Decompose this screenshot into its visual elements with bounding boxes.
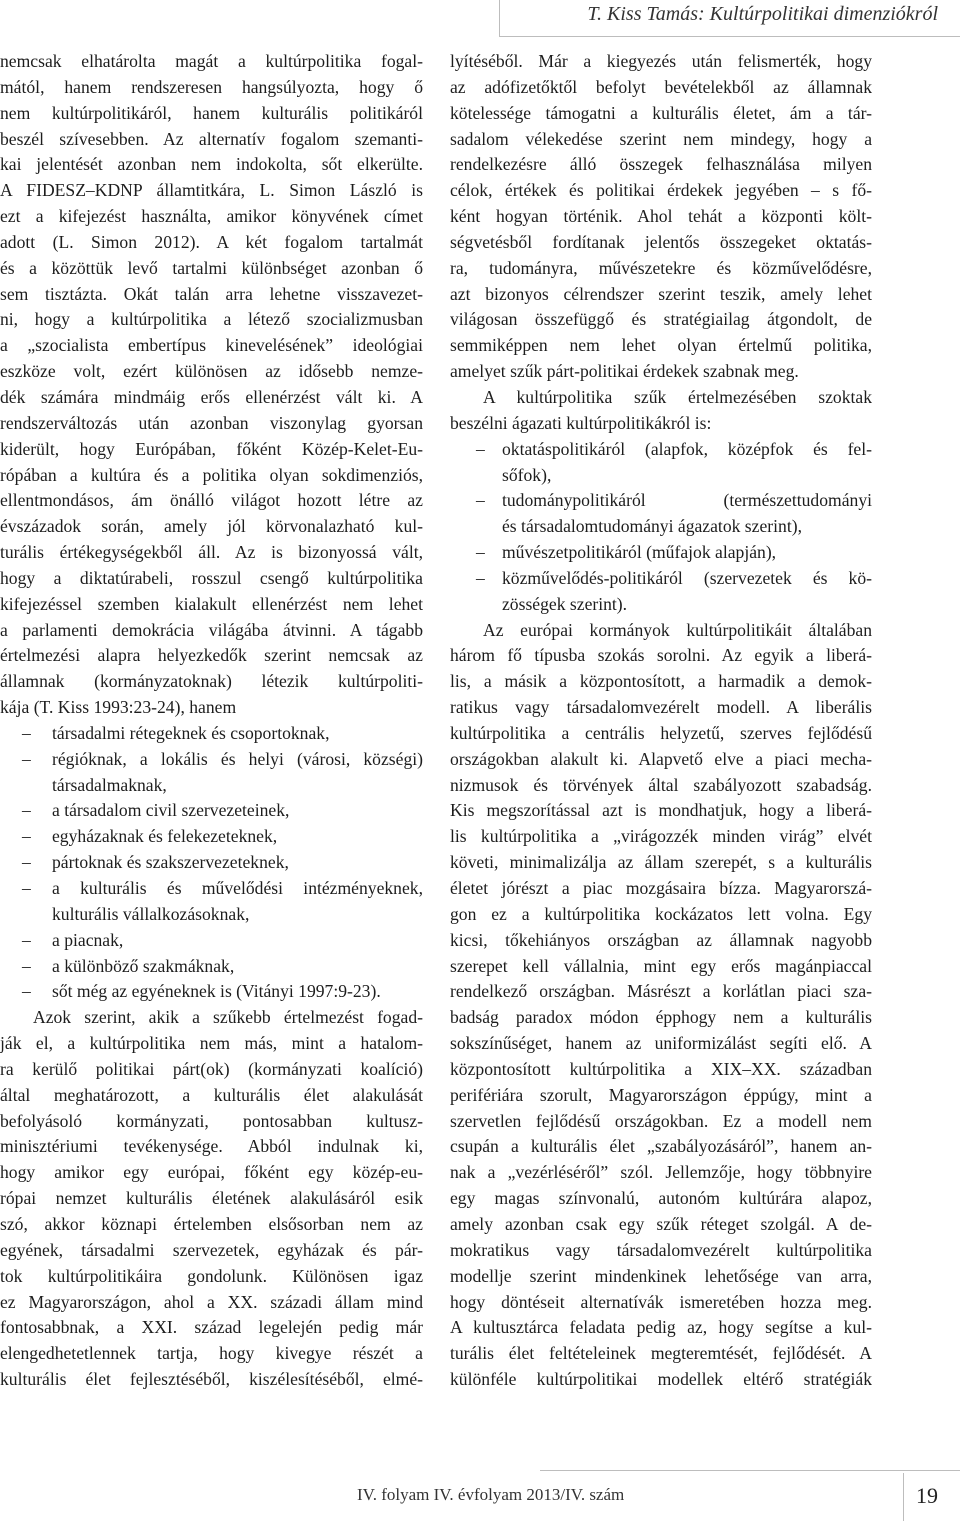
text-line: kulturális élet fejlesztéséből, kiszélesítéséből, elmé- [0, 1369, 423, 1390]
text-line: rópai nemzet kulturális életének alakulásáról esik [0, 1188, 423, 1209]
running-header [499, 0, 960, 37]
text-line: ni, hogy a kultúrpolitika a létező szocializmusban [0, 309, 423, 330]
list-item: – sőt még az egyéneknek is (Vitányi 1997:9-23). [0, 979, 423, 1005]
text-line: hogy a diktatúrabeli, rosszul csengő kultúrpolitika [0, 567, 423, 588]
text-line: amelyet szűk párt-politikai érdekek szabnak meg. [450, 361, 799, 382]
right-column [450, 49, 872, 1393]
text-line: beszél szívesebben. Az alternatív fogalom szemanti- [0, 128, 423, 149]
text-line: államnak (kormányzatoknak) létezik kultúrpoliti- [0, 671, 423, 692]
text-line: turális élet feltételeinek megteremtését, fejlődését. A [450, 1343, 872, 1364]
text-line: A kultúrpolitika szűk értelmezésében szoktak [483, 386, 872, 407]
text-line: mától, hanem rendszeresen hangsúlyozta, hogy ő [0, 76, 423, 97]
text-line: gon ez a kultúrpolitika kockázatos lett volna. Egy [450, 903, 872, 924]
text-line: hogy amikor egy európai, főként egy közép-eu- [0, 1162, 423, 1183]
text-line: rendszerváltozás után azonban viszonylag gyorsan [0, 412, 423, 433]
text-line: A kultusztárca feladata pedig az, hogy segítse a kul- [450, 1317, 872, 1338]
text-line: világosan összefüggő és stratégiailag átgondolt, de [450, 309, 872, 330]
text-line: ellentmondásos, ám önálló világot hozott létre az [0, 490, 423, 511]
text-line: amely azonban csak egy szűk réteget szolgál. A de- [450, 1213, 872, 1234]
list-item-continuation: kulturális vállalkozásoknak, [52, 903, 250, 924]
text-line: az adófizetőktől befolyt bevételekből az államnak [450, 76, 872, 97]
text-line: a parlamenti demokrácia világába átvinni. A tágabb [0, 619, 423, 640]
text-line: sokszínűséget, hanem az uniformizálást segíti elő. A [450, 1033, 872, 1054]
issue-info: IV. folyam IV. évfolyam 2013/IV. szám [357, 1485, 625, 1504]
text-line: által meghatározott, a kulturális élet alakulását [0, 1084, 423, 1105]
text-line: sem tisztázta. Okát talán arra lehetne visszavezet- [0, 283, 423, 304]
text-line: egy magas színvonalú, autonóm kultúrára alapoz, [450, 1188, 872, 1209]
text-line: rendelkezésre álló összegek felhasználása milyen [450, 154, 872, 175]
text-line: perifériára szorult, Magyarországon éppúgy, mint a [450, 1084, 872, 1105]
text-line: kifejezéssel szemben kialakult ellenérzést nem lehet [0, 593, 423, 614]
text-line: kiderült, hogy Európában, főként Közép-Kelet-Eu- [0, 438, 423, 459]
text-line: sadalom vélekedése szerint nem mindegy, hogy a [450, 128, 872, 149]
text-line: ják el, a kultúrpolitika nem más, mint a hatalom- [0, 1033, 423, 1054]
list-item: – a piacnak, [0, 928, 423, 954]
text-line: Kis megszorítással azt is mondhatjuk, hogy a liberá- [450, 800, 872, 821]
text-line: kicsi, tőkehiányos országban az államnak nagyobb [450, 929, 872, 950]
text-line: egyének, társadalmi szervezetek, egyházak és pár- [0, 1239, 423, 1260]
running-title: T. Kiss Tamás: Kultúrpolitikai dimenziókról [587, 3, 938, 25]
text-line: kötelessége támogatni a kulturális életet, ám a tár- [450, 102, 872, 123]
text-line: ként hogyan történik. Ahol tehát a központi költ- [450, 206, 872, 227]
text-line: évszázadok során, amely jól körvonalazható kul- [0, 516, 423, 537]
footer-rule [540, 1470, 960, 1471]
text-line: a „szocialista embertípus kinevelésének” ideológiai [0, 335, 423, 356]
text-line: azt bizonyos célrendszer szerint teszik, amely lehet [450, 283, 872, 304]
text-line: Az európai kormányok kultúrpolitikáit általában [483, 619, 872, 640]
text-line: életet jórészt a piac mozgásaira bízza. Magyarorszá- [450, 878, 872, 898]
text-line: turális értékegységekből áll. Az is bizonyossá vált, [0, 542, 423, 563]
text-line: célok, értékek és politikai érdekek jegyében – s fő- [450, 180, 872, 201]
text-line: beszélni ágazati kultúrpolitikákról is: [450, 412, 712, 433]
list-item: – társadalmi rétegeknek és csoportoknak, [0, 721, 423, 747]
list-item: – tudománypolitikáról (természettudományi [450, 488, 872, 514]
text-line: lyítéséből. Már a kiegyezés után felismerték, hogy [450, 51, 872, 71]
text-line: központosított kultúrpolitika a XIX–XX. században [450, 1058, 872, 1079]
text-line: semmiképpen nem lehet olyan értelmű politika, [450, 335, 872, 356]
list-item-continuation: és társadalomtudományi ágazatok szerint), [502, 516, 802, 537]
text-line: csupán a kulturális élet „szabályozásáról”, hanem an- [450, 1136, 872, 1157]
list-item: – a kulturális és művelődési intézményeknek, [0, 876, 423, 902]
text-line: minisztériumi tevékenysége. Abból indulnak ki, [0, 1136, 423, 1157]
text-line: szervetlen fejlődésű országokban. Ez a modell nem [450, 1110, 872, 1131]
list-item: – pártoknak és szakszervezeteknek, [0, 850, 423, 876]
text-line: nem kultúrpolitikáról, hanem kulturális politikáról [0, 102, 423, 123]
text-line: elengedhetetlennek tartja, hogy kivegye részét a [0, 1343, 423, 1364]
list-item: – a különböző szakmáknak, [0, 954, 423, 980]
text-line: fontosabbnak, a XXI. század legelején pedig már [0, 1317, 423, 1338]
text-line: lis, a másik a központosított, a harmadik a demok- [450, 671, 872, 692]
list-item-continuation: sőfok), [502, 464, 552, 485]
text-line: értelmezési alapra helyezkedők szerint nemcsak az [0, 645, 423, 666]
text-line: kultúrpolitika a centrális helyzetű, szerves fejlődésű [450, 722, 872, 743]
text-line: nizmusok és törvények által szabályozott szabadság. [450, 774, 872, 795]
text-line: nemcsak elhatárolta magát a kultúrpolitika fogal- [0, 51, 423, 71]
left-column [0, 49, 423, 1393]
text-line: kája (T. Kiss 1993:23-24), hanem [0, 697, 237, 718]
list-item: – régióknak, a lokális és helyi (városi, községi) [0, 747, 423, 773]
text-line: badság paradox módon épphogy nem a kulturális [450, 1007, 872, 1028]
text-line: szerepet kell vállalnia, mint egy erős magánpiaccal [450, 955, 872, 976]
text-line: befolyásoló kormányzati, pontosabban kultusz- [0, 1110, 423, 1131]
list-item: – egyházaknak és felekezeteknek, [0, 824, 423, 850]
text-line: ez Magyarországon, ahol a XX. századi állam mind [0, 1291, 423, 1312]
text-line: rópában a kultúra és a politika olyan sokdimenziós, [0, 464, 423, 485]
text-line: Azok szerint, akik a szűkebb értelmezést fogad- [33, 1007, 423, 1028]
text-line: ra, tudományra, művészetekre és közművelődésre, [450, 257, 872, 278]
page-number: 19 [916, 1483, 938, 1508]
text-line: ezt a kifejezést használta, amikor könyvének címet [0, 206, 423, 227]
text-line: követi, minimalizálja az állam szerepét, s a kulturális [450, 852, 872, 873]
list-item: – művészetpolitikáról (műfajok alapján), [450, 540, 872, 566]
text-line: ra kerülő politikai párt(ok) (kormányzati koalíció) [0, 1058, 423, 1079]
text-line: kai jelentését azonban nem indokolta, sőt elkerülte. [0, 154, 423, 175]
text-line: A FIDESZ–KDNP államtitkára, L. Simon László is [0, 180, 423, 201]
list-item: – oktatáspolitikáról (alapfok, középfok és fel- [450, 437, 872, 463]
text-line: eszköze volt, ezért különösen az idősebb nemze- [0, 361, 423, 382]
list-item-continuation: társadalmaknak, [52, 774, 167, 795]
text-line: rendelkező országban. Másrészt a korlátlan piaci sza- [450, 981, 872, 1002]
list-item: – a társadalom civil szervezeteinek, [0, 798, 423, 824]
text-line: és a közöttük levő tartalmi különbséget azonban ő [0, 257, 423, 278]
text-line: lis kultúrpolitika a „virágozzék minden virág” elvét [450, 826, 872, 847]
text-line: dék számára mindmáig erős ellenérzést vált ki. A [0, 386, 423, 407]
text-line: három fő típusba szokás sorolni. Az egyik a liberá- [450, 645, 872, 666]
text-line: szó, akkor köznapi értelemben elsősorban nem az [0, 1213, 423, 1234]
text-line: nak a „vezérléséről” szól. Jellemzője, hogy többnyire [450, 1162, 872, 1183]
text-line: különféle kultúrpolitikai modellek eltérő stratégiák [450, 1369, 872, 1390]
text-line: hogy döntéseit alternatívák ismeretében hozza meg. [450, 1291, 872, 1312]
text-line: tok kultúrpolitikáira gondolunk. Különösen igaz [0, 1265, 423, 1286]
text-line: modellje szerint mindenkinek lehetősége van arra, [450, 1265, 872, 1286]
list-item: – közművelődés-politikáról (szervezetek és kö- [450, 566, 872, 592]
text-line: adott (L. Simon 2012). A két fogalom tartalmát [0, 231, 423, 252]
footer-divider [903, 1473, 904, 1521]
text-line: mokratikus vagy társadalomvezérelt kultúrpolitika [450, 1239, 872, 1260]
text-line: országokban alakult ki. Alapvető elve a piaci mecha- [450, 748, 872, 769]
list-item-continuation: zösségek szerint). [502, 593, 628, 614]
text-line: ratikus vagy társadalomvezérelt modell. A liberális [450, 697, 872, 718]
text-line: ségvetésből fordítanak jelentős összegeket oktatás- [450, 231, 872, 252]
